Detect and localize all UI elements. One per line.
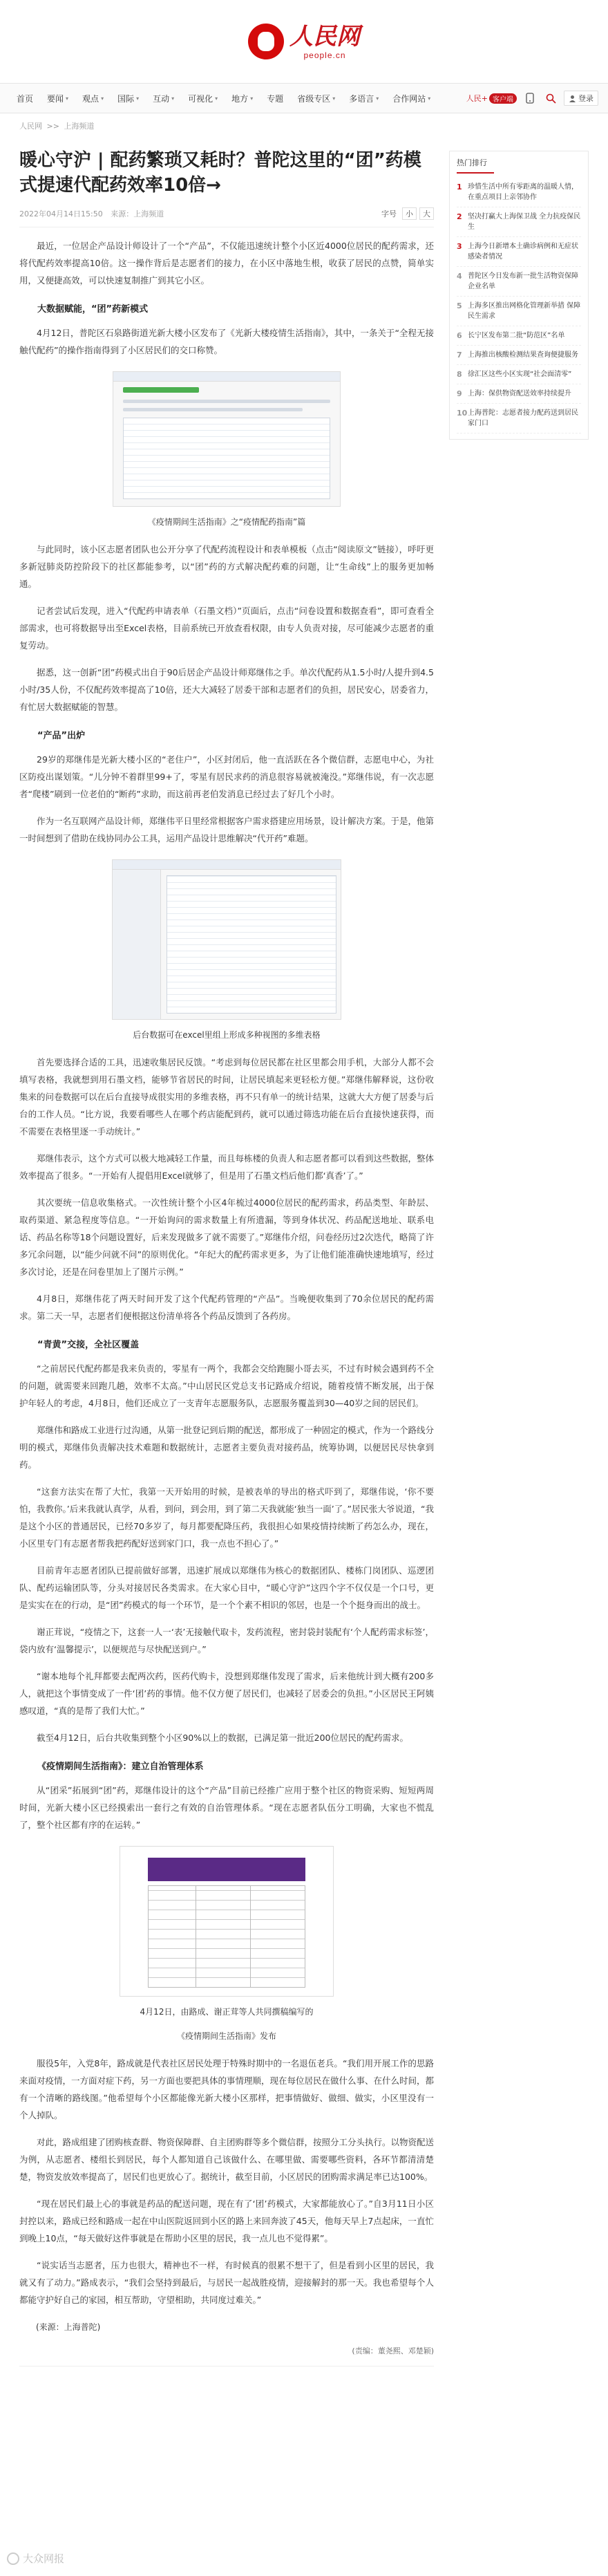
sidebar-item-text: 上海普陀：志愿者接力配药送到居民家门口 [468, 409, 578, 427]
paragraph: 目前青年志愿者团队已提前做好部署，迅速扩展成以郑继伟为核心的数据团队、楼栋门岗团队、巡逻团队、配药运输团队等，分头对接居民各类需求。在大家心目中，“暖心守沪”这四个字不仅仅是一个口号，更是实实在在的行动，是“团”药模式的每一个环节，是一个个素不相识的邻居，也是一个个挺身而出的战士。 [19, 1565, 434, 1610]
paragraph: 谢正茸说，“疫情之下，这套一人一‘表’无接触代取卡，发药流程，密封袋封装配有‘个人配药需求标签’，袋内放有‘温馨提示’，以便规范与尽快配送到户。” [19, 1627, 434, 1654]
sidebar-list [457, 178, 581, 433]
sidebar-item-rank: 1 [457, 183, 462, 192]
article [19, 137, 434, 2367]
chevron-down-icon: ▾ [428, 95, 431, 102]
sidebar-item-rank: 6 [457, 331, 462, 340]
nav-item[interactable] [40, 93, 75, 104]
paragraph: 从“团采”拓展到“团”药，郑继伟设计的这个“产品”目前已经推广应用于整个社区的物资采购、短短两周时间，光新大楼小区已经摸索出一套行之有效的自治管理体系。“现在志愿者队伍分工明确，大家也不慌乱了，整个社区都有序的在运转。” [19, 1785, 434, 1830]
sidebar-item[interactable] [457, 384, 581, 404]
image-caption: 《疫情期间生活指南》之“疫情配药指南”篇 [147, 517, 306, 527]
nav-item-label: 专题 [267, 93, 284, 104]
sidebar-title: 热门排行 [457, 157, 494, 174]
image-caption: 《疫情期间生活指南》发布 [176, 2031, 276, 2041]
paragraph: 记者尝试后发现，进入“代配药申请表单（石墨文档）”页面后，点击“问卷设置和数据查看”，即可查看全部需求，也可将数据导出至Excel表格，目前系统已开放查看权限，由专人负责对接，尽可能减少志愿者的重复劳动。 [19, 606, 434, 651]
paragraph: “现在居民们最上心的事就是药品的配送问题，现在有了‘团’药模式，大家都能放心了。”自3月11日小区封控以来，路成已经和路成一起在中山医院返回到小区的路上来回奔波了45天，他每天早上7点起床，一直忙到晚上10点，“每天做好这件事就是在帮助小区里的居民，我一点儿也不觉得累”。 [19, 2199, 434, 2243]
chevron-down-icon: ▾ [332, 95, 336, 102]
nav-item[interactable] [386, 93, 437, 104]
sidebar-item-text: 上海多区推出网格化管理新举措 保障民生需求 [468, 302, 581, 320]
watermark-text: 大众网报 [23, 2552, 65, 2565]
nav-item-label: 首页 [17, 93, 34, 104]
sidebar-item[interactable] [457, 404, 581, 433]
paragraph: “说实话当志愿者，压力也很大，精神也不一样，有时候真的很累不想干了，但是看到小区里的居民，我就又有了动力。”路成表示，“我们会坚持到最后，与居民一起战胜疫情，迎接解封的那一天。我也希望每个人都能守护好自己的家园，相互帮助，守望相助，共同度过难关。” [19, 2260, 434, 2305]
sidebar-item-text: 珍惜生活中所有零距离的温暖人情，在重点项目上亲邻协作 [468, 183, 578, 201]
nav-item[interactable] [342, 93, 386, 104]
chevron-down-icon: ▾ [215, 95, 218, 102]
nav-item-label: 省级专区 [297, 93, 331, 104]
site-logo[interactable] [248, 23, 360, 60]
logo-cn: 人民网 [289, 23, 360, 50]
mobile-icon[interactable] [522, 91, 538, 106]
sidebar-item-rank: 4 [457, 272, 462, 281]
breadcrumb-sep: >> [46, 122, 59, 131]
sidebar-item[interactable] [457, 326, 581, 346]
section-heading: 《疫情期间生活指南》：建立自治管理体系 [37, 1762, 204, 1772]
nav-item-label: 要闻 [47, 93, 64, 104]
chevron-down-icon: ▾ [376, 95, 379, 102]
paragraph: 作为一名互联网产品设计师，郑继伟平日里经常根据客户需求搭建应用场景，设计解决方案。于是，他第一时间想到了借助在线协同办公工具，运用产品设计思维解决“代开药”难题。 [19, 816, 435, 843]
paragraph: 4月12日，普陀区石泉路街道光新大楼小区发布了《光新大楼疫情生活指南》，其中，一条关于“全程无接触代配药”的操作指南得到了小区居民们的交口称赞。 [19, 328, 434, 355]
sidebar-item-text: 普陀区今日发布新一批生活物资保障企业名单 [468, 272, 578, 290]
sidebar-item-rank: 9 [457, 389, 462, 398]
paragraph: 郑继伟和路成工业进行过沟通，从第一批登记到后期的配送，都形成了一种固定的模式，作为一个路线分明的模式，郑继伟负责解决技术难题和数据统计，志愿者主要负责对接药品，统筹协调，以便居民尽快拿到药。 [19, 1425, 435, 1470]
paragraph: 4月8日，郑继伟花了两天时间开发了这个代配药管理的“产品”。当晚便收集到了70余位居民的配药需求。第二天一早，志愿者们便根据这份清单将各个药品反馈到了各药房。 [19, 1294, 434, 1321]
article-source: 来源：上海频道 [111, 209, 164, 218]
section-heading: “产品”出炉 [37, 731, 86, 741]
rmw-label: 人民+ [466, 94, 488, 103]
paragraph: “这套方法实在帮了大忙，我第一天开始用的时候，是被表单的导出的格式吓到了，郑继伟说，‘你不要怕，我教你。’后来我就认真学，从看，到问，到会用，到了第二天我就能‘独当一面’了。”居民张大爷说道，“我是这个小区的普通居民，已经70多岁了，每月都要配降压药，我很担心如果疫情持续断了药怎么办，现在，小区里专门有志愿者帮我把药配好送到家门口，我一点也不担心了。” [19, 1486, 434, 1549]
table-screenshot-image [112, 859, 341, 1020]
sidebar-item-rank: 7 [457, 351, 462, 360]
footer-watermark [7, 2551, 64, 2566]
paragraph: “谢本地每个礼拜都要去配两次药，医药代购卡，没想到郑继伟发现了需求，后来他统计到大概有200多人，就把这个事情变成了一件‘团’药的事情。他不仅方便了居民们，也减轻了居委会的负担。”小区居民王阿姨感叹道，“真的是帮了我们大忙。” [19, 1671, 434, 1716]
sidebar-item[interactable] [457, 178, 581, 207]
search-icon[interactable] [543, 91, 558, 106]
article-editors: (责编：董尧熙、邓楚颖) [19, 2345, 434, 2367]
article-footer-source: (来源：上海普陀) [36, 2322, 101, 2332]
sidebar-item-rank: 8 [457, 370, 462, 379]
nav-item[interactable] [225, 93, 260, 104]
sidebar-item[interactable] [457, 207, 581, 237]
sidebar-item-text: 坚决打赢大上海保卫战 全力抗疫保民生 [468, 213, 581, 231]
font-larger-button[interactable]: 大 [419, 207, 434, 220]
article-meta [19, 207, 434, 227]
nav-item[interactable] [10, 93, 40, 104]
paragraph: 据悉，这一创新“团”药模式出自于90后居企产品设计师郑继伟之手。单次代配药从1.5小时/人提升到4.5小时/35人份，不仅配药效率提高了10倍，还大大减轻了居委干部和志愿者们的负担，居民安心，居委省力，有忙居大数据赋能的智慧。 [19, 667, 434, 712]
sidebar-hot-ranking [449, 151, 589, 440]
nav-item-label: 观点 [82, 93, 99, 104]
user-icon [569, 95, 576, 102]
sidebar-item-text: 上海推出核酸检测结果查询便捷服务 [468, 351, 578, 359]
breadcrumb [0, 113, 608, 137]
guide-document-image [120, 1846, 334, 1997]
paragraph: 截至4月12日，后台共收集到整个小区90%以上的数据，已满足第一批近200位居民的配药需求。 [37, 1733, 409, 1743]
sidebar-item-text: 上海今日新增本土确诊病例和无症状感染者情况 [468, 243, 578, 261]
article-title: 暖心守沪 | 配药繁琐又耗时？普陀这里的“团”药模式提速代配药效率10倍→ [19, 150, 421, 196]
nav-item[interactable] [75, 93, 111, 104]
sidebar-item[interactable] [457, 346, 581, 365]
article-body [19, 237, 434, 2308]
paragraph: 首先要选择合适的工具，迅速收集居民反馈。“考虑到每位居民都在社区里都会用手机，大部分人都不会填写表格，我就想到用石墨文档，能够节省居民的时间，让居民填起来更轻松方便。”郑继伟解释说，这份收集来的问卷数据可以在后台直接导成很实用的多维表格，再不只有单一的统计结果，这就大大方便了居委与后台的工作人员。“比方说，我要看哪些人在哪个药店能配到药，就可以通过筛选功能在后台直接快速获得，而不需要在表格里逐一手动统计。” [19, 1057, 435, 1137]
image-caption: 后台数据可在excel里组上形成多种视图的多维表格 [133, 1030, 321, 1040]
nav-item-label: 多语言 [349, 93, 374, 104]
nav-item[interactable] [181, 93, 225, 104]
sidebar-item-rank: 2 [457, 212, 462, 221]
image-caption: 4月12日，由路成、谢正茸等人共同撰稿编写的 [140, 2007, 314, 2017]
masthead [0, 0, 608, 83]
nav-items [10, 93, 466, 104]
screenshot-image [113, 371, 341, 507]
font-size-label: 字号 [381, 209, 397, 218]
chevron-down-icon: ▾ [101, 95, 104, 102]
chevron-down-icon: ▾ [136, 95, 140, 102]
paragraph: 最近，一位居企产品设计师设计了一个“产品”，不仅能迅速统计整个小区近4000位居民的配药需求，还将代配药效率提高10倍。这一操作背后是志愿者们的接力，在小区中落地生根，收获了居民的点赞，简单实用，又便捷高效，可以快速复制推广到其它小区。 [19, 241, 434, 286]
paragraph: 服役5年，入党8年，路成就是代表社区居民处理于特殊时期中的一名退伍老兵。“我们用开展工作的思路来面对疫情，一方面对症下药，另一方面也要把具体的事情理顺，现在每位居民在做什么事、在什么时间，都有一个清晰的路线图。”他希望每个小区都能像光新大楼小区那样，把事情做好、做细、做实，小区里没有一个人掉队。 [19, 2058, 435, 2120]
sidebar-item-text: 长宁区发布第二批“防范区”名单 [468, 332, 565, 339]
section-heading: 大数据赋能，“团”药新模式 [37, 304, 149, 315]
paragraph: 其次要统一信息收集格式。一次性统计整个小区4年梳过4000位居民的配药需求，药品类型、年龄层、取药渠道、紧急程度等信息。“一开始询问的需求数量上有所遗漏，等到身体状况、药品配送地址、联系电话、药品名称等18个问题设置好，后来发现做多了就不需要了。”郑继伟介绍，问卷经历过2次迭代，略简了许多冗余问题，以“能少问就不问”的原则优化。“年纪大的配药需求更多，为了让他们能准确快速地填写，经过多次讨论，还是在问卷里加上了图片示例。” [19, 1197, 434, 1277]
nav-item[interactable] [290, 93, 342, 104]
nav-item-label: 地方 [231, 93, 249, 104]
sidebar-item-text: 徐汇区这些小区实现“社会面清零” [468, 371, 572, 378]
sidebar-item-rank: 10 [457, 409, 468, 418]
chevron-down-icon: ▾ [250, 95, 254, 102]
nav-item[interactable] [146, 93, 181, 104]
sidebar-item-rank: 5 [457, 301, 462, 310]
main-nav [0, 83, 608, 113]
nav-item[interactable] [260, 93, 290, 104]
logo-en: people.cn [303, 50, 346, 60]
people-logo-icon [248, 24, 284, 59]
breadcrumb-home[interactable]: 人民网 [19, 122, 42, 131]
nav-item[interactable] [111, 93, 146, 104]
sidebar-item[interactable] [457, 365, 581, 384]
watermark-logo-icon [7, 2552, 19, 2565]
rmw-pill: 客户端 [489, 93, 517, 104]
sidebar-item[interactable] [457, 297, 581, 326]
article-date: 2022年04月14日15:50 [19, 209, 103, 218]
nav-item-label: 国际 [117, 93, 135, 104]
font-size-control [379, 207, 434, 220]
paragraph: 郑继伟表示，这个方式可以极大地减轻工作量，而且每栋楼的负责人和志愿者都可以看到这些数据，整体效率提高了很多。“一开始有人提倡用Excel就够了，但是用了石墨文档后他们都‘真香’了。” [19, 1153, 435, 1181]
login-label: 登录 [578, 94, 593, 103]
paragraph: 29岁的郑继伟是光新大楼小区的“老住户”，小区封闭后，他一直活跃在各个微信群，志愿电中心，为社区防疫出谋划策。“儿分钟不着群里99+了，零星有居民求药的消息很容易就被淹没。”郑继伟说，有一次志愿者“爬楼”刷到一位老伯的“断药”求助，而这前再老伯发消息已经过去了好几个小时。 [19, 754, 434, 799]
nav-item-label: 互动 [153, 93, 170, 104]
sidebar-item[interactable] [457, 237, 581, 267]
sidebar-item-rank: 3 [457, 242, 462, 251]
nav-item-label: 可视化 [188, 93, 213, 104]
paragraph: 对此，路成组建了团购核查群、物资保障群、自主团购群等多个微信群，按照分工分头执行。以物资配送为例，从志愿者、楼组长到居民，每个人都知道自己该做什么、在哪里做、需要哪些资料，各环节都清清楚楚，物资发放效率提高了，居民们也更放心了。据统计，截至目前，小区居民的团购需求满足率已达100%。 [19, 2137, 435, 2182]
section-heading: “青黄”交接，全社区覆盖 [37, 1340, 140, 1350]
nav-item-label: 合作网站 [392, 93, 426, 104]
paragraph: 与此同时，该小区志愿者团队也公开分享了代配药流程设计和表单模板（点击“阅读原文”链接），呼吁更多新冠肺炎防控阶段下的社区都能参考，以“团”药的方式解决配药难的问题，让“生命线”上的服务更加畅通。 [19, 544, 434, 589]
paragraph: “之前居民代配药都是我来负责的，零星有一两个，我都会交给跑腿小哥去买，不过有时候会遇到药不全的问题，就需要来回跑几趟，效率不太高。”中山居民区党总支书记路成介绍说，随着疫情不断发展，出于保护年轻人的考虑，4月8日，他们还成立了一支青年志愿服务队，志愿服务覆盖到30—40岁之间的居民们。 [19, 1363, 434, 1408]
chevron-down-icon: ▾ [171, 95, 175, 102]
login-button[interactable] [564, 91, 598, 106]
rmw-client-link[interactable] [466, 93, 517, 104]
sidebar-item[interactable] [457, 267, 581, 297]
breadcrumb-channel[interactable]: 上海频道 [64, 122, 95, 131]
font-smaller-button[interactable]: 小 [402, 207, 417, 220]
chevron-down-icon: ▾ [66, 95, 69, 102]
sidebar-item-text: 上海：保供物资配送效率持续提升 [468, 390, 571, 398]
